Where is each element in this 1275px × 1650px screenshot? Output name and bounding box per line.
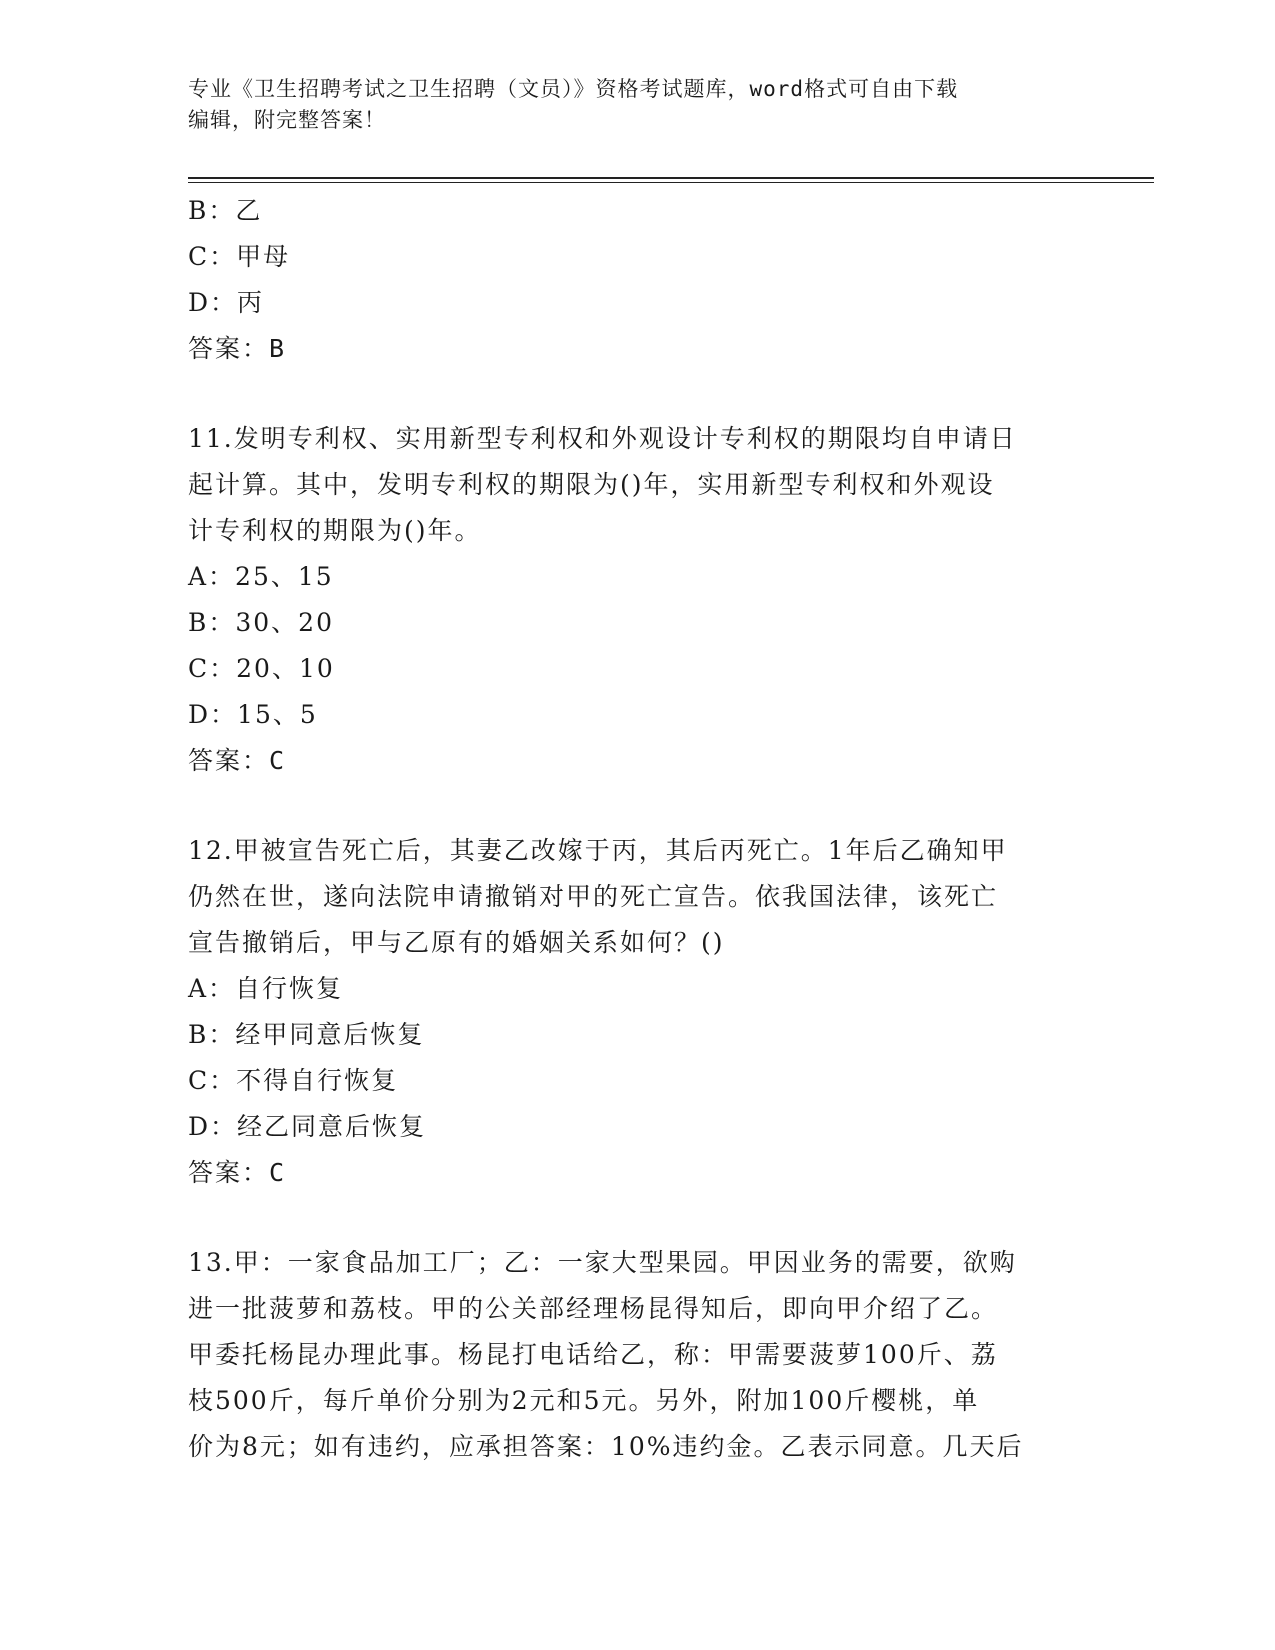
option-b: B：经甲同意后恢复 xyxy=(188,1020,425,1049)
question-text-line: 12.甲被宣告死亡后，其妻乙改嫁于丙，其后丙死亡。1年后乙确知甲 xyxy=(188,836,1008,865)
question-text-line: 枝500斤，每斤单价分别为2元和5元。另外，附加100斤樱桃，单 xyxy=(188,1386,980,1415)
answer-line: 答案：B xyxy=(188,334,287,363)
option-d: D：15、5 xyxy=(188,700,318,729)
question-text-line: 进一批菠萝和荔枝。甲的公关部经理杨昆得知后，即向甲介绍了乙。 xyxy=(188,1294,999,1323)
question-text-line: 计专利权的期限为()年。 xyxy=(188,516,482,545)
question-11 xyxy=(188,416,1068,784)
question-text-line: 价为8元；如有违约，应承担答案：10%违约金。乙表示同意。几天后 xyxy=(188,1432,1024,1461)
question-text-line: 起计算。其中，发明专利权的期限为()年，实用新型专利权和外观设 xyxy=(188,470,995,499)
header-divider-thin xyxy=(188,182,1154,183)
option-d: D：经乙同意后恢复 xyxy=(188,1112,427,1141)
header-line-1: 专业《卫生招聘考试之卫生招聘（文员）》资格考试题库，word格式可自由下载 xyxy=(188,77,959,101)
option-b: B：30、20 xyxy=(188,608,334,637)
header-line-2: 编辑，附完整答案！ xyxy=(188,108,386,132)
question-12 xyxy=(188,828,1068,1196)
option-b: B：乙 xyxy=(188,196,263,225)
header-divider-thick xyxy=(188,177,1154,179)
question-text-line: 甲委托杨昆办理此事。杨昆打电话给乙，称：甲需要菠萝100斤、荔 xyxy=(188,1340,998,1369)
question-13 xyxy=(188,1240,1068,1470)
option-d: D：丙 xyxy=(188,288,265,317)
option-a: A：自行恢复 xyxy=(188,974,344,1003)
question-text-line: 宣告撤销后，甲与乙原有的婚姻关系如何？() xyxy=(188,928,725,957)
question-text-line: 13.甲：一家食品加工厂；乙：一家大型果园。甲因业务的需要，欲购 xyxy=(188,1248,1017,1277)
prev-question-block xyxy=(188,188,1068,372)
option-c: C：不得自行恢复 xyxy=(188,1066,399,1095)
option-c: C：甲母 xyxy=(188,242,291,271)
option-c: C：20、10 xyxy=(188,654,335,683)
answer-line: 答案：C xyxy=(188,1158,287,1187)
question-text-line: 仍然在世，遂向法院申请撤销对甲的死亡宣告。依我国法律，该死亡 xyxy=(188,882,999,911)
document-header-note xyxy=(188,74,1088,136)
question-text-line: 11.发明专利权、实用新型专利权和外观设计专利权的期限均自申请日 xyxy=(188,424,1017,453)
option-a: A：25、15 xyxy=(188,562,334,591)
answer-line: 答案：C xyxy=(188,746,287,775)
question-content xyxy=(188,188,1068,1470)
